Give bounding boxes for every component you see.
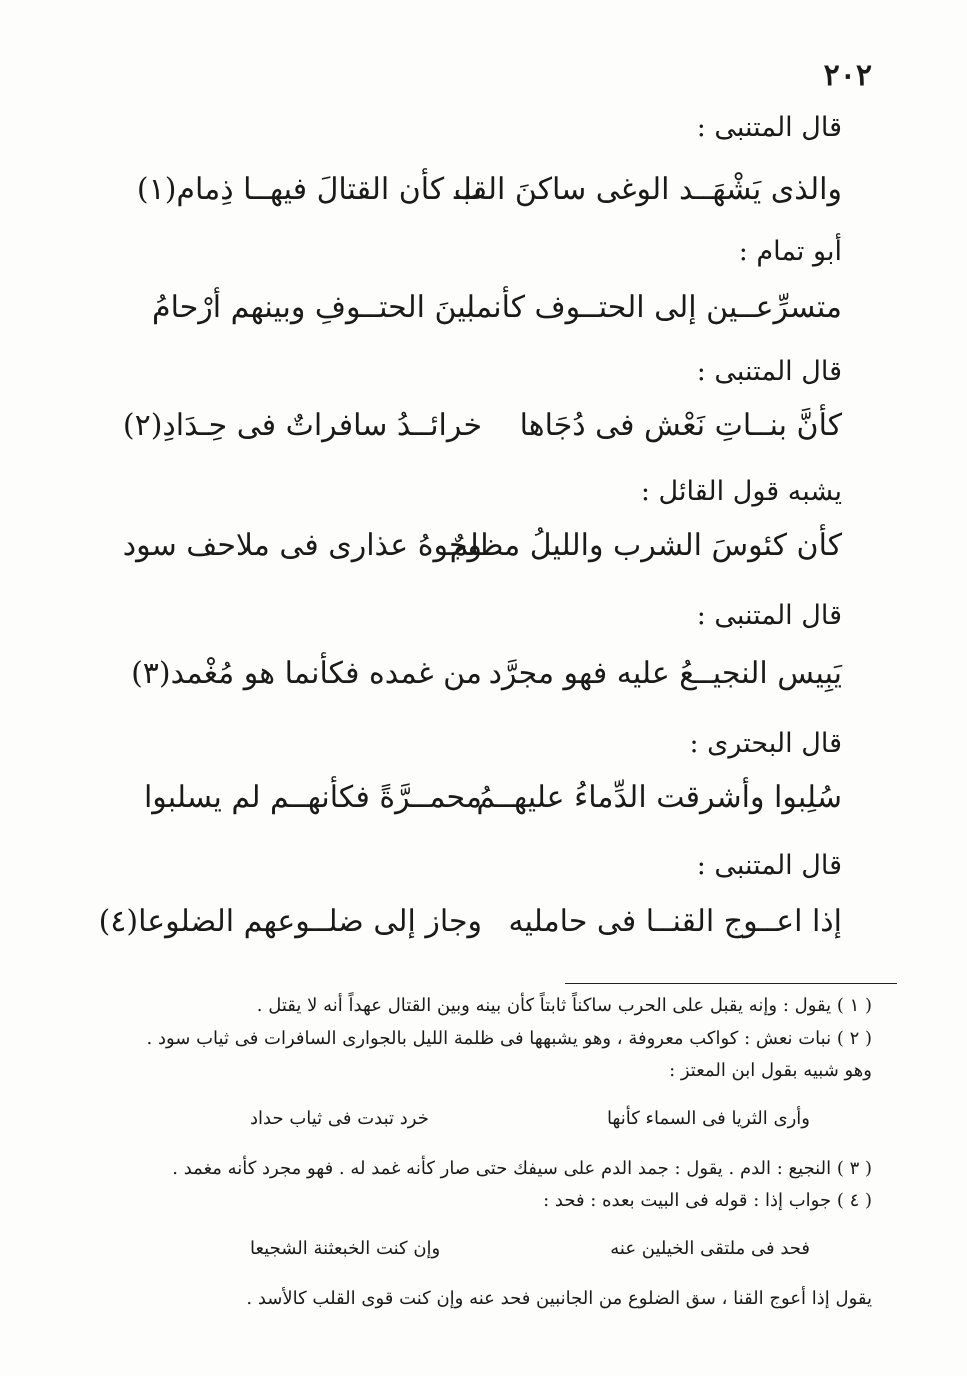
speaker-label: قال المتنبى : xyxy=(696,600,842,631)
footnote-4-continuation: يقول إذا أعوج القنا ، سق الضلوع من الجانبين فحد عنه وإن كنت قوى القلب كالأسد . xyxy=(246,1288,872,1309)
verse-line xyxy=(152,290,842,340)
speaker-label: قال المتنبى : xyxy=(696,356,842,387)
footnote-verse-second: وإن كنت الخبعثنة الشجيعا xyxy=(250,1238,441,1259)
footnote-2: ( ٢ ) نبات نعش : كواكب معروفة ، وهو يشبهها فى ظلمة الليل بالجوارى السافرات فى ثياب سود . xyxy=(146,1028,872,1049)
speaker-label: قال المتنبى : xyxy=(696,112,842,143)
verse-second-hemistich: وجوهُ عذارى فى ملاحف سود xyxy=(122,528,482,563)
verse-second-hemistich: محمــرَّةً فكأنهــم لم يسلبوا xyxy=(143,780,482,815)
footnote-3: ( ٣ ) النجيع : الدم . يقول : جمد الدم على سيفك حتى صار كأنه غمد له . فهو مجرد كأنه مغمد . xyxy=(172,1158,872,1179)
footnote-4: ( ٤ ) جواب إذا : قوله فى البيت بعده : فحد : xyxy=(543,1190,872,1211)
footnote-1: ( ١ ) يقول : وإنه يقبل على الحرب ساكناً ثابتاً كأن بينه وبين القتال عهداً أنه لا يقتل . xyxy=(256,995,872,1016)
footnote-verse xyxy=(250,1108,810,1138)
speaker-label: قال البحترى : xyxy=(689,728,842,759)
footnote-divider xyxy=(565,983,897,984)
verse-line xyxy=(143,780,842,830)
verse-first-hemistich: يَبِيس النجيــعُ عليه فهو مجرَّد xyxy=(488,656,842,691)
verse-second-hemistich: من غمده فكأنما هو مُغْمد(٣) xyxy=(131,656,482,691)
footnote-2-continuation: وهو شبيه بقول ابن المعتز : xyxy=(669,1060,872,1081)
page-number: ٢٠٢ xyxy=(823,58,872,93)
verse-first-hemistich: كأنَّ بنــاتِ نَعْش فى دُجَاها xyxy=(519,408,842,443)
footnote-verse-second: خرد تبدت فى ثياب حداد xyxy=(250,1108,429,1129)
verse-second-hemistich: وجاز إلى ضلــوعهم الضلوعا(٤) xyxy=(98,904,482,939)
speaker-label: قال المتنبى : xyxy=(696,850,842,881)
speaker-label: أبو تمام : xyxy=(738,236,842,267)
verse-first-hemistich: والذى يَشْهَــد الوغى ساكنَ القلـ xyxy=(453,172,842,207)
verse-second-hemistich: ب كأن القتالَ فيهــا ذِمام(١) xyxy=(136,172,482,207)
verse-first-hemistich: كأن كئوسَ الشرب والليلُ مظلمٌ xyxy=(449,528,842,563)
verse-line xyxy=(131,656,842,706)
footnote-verse-first: وأرى الثريا فى السماء كأنها xyxy=(606,1108,810,1129)
verse-first-hemistich: متسرِّعــين إلى الحتــوف كأنما xyxy=(466,290,842,325)
verse-second-hemistich: خرائــدُ سافراتٌ فى حِـدَادِ(٢) xyxy=(122,408,482,443)
verse-line xyxy=(122,528,842,578)
footnote-verse-first: فحد فى ملتقى الخيلين عنه xyxy=(610,1238,810,1259)
verse-line xyxy=(136,172,842,222)
verse-line xyxy=(122,408,842,458)
verse-first-hemistich: إذا اعــوج القنــا فى حامليه xyxy=(508,904,842,939)
footnote-verse xyxy=(250,1238,810,1268)
speaker-label: يشبه قول القائل : xyxy=(640,476,842,507)
verse-line xyxy=(98,904,842,954)
verse-second-hemistich: بينَ الحتــوفِ وبينهم أرْحامُ xyxy=(152,290,475,325)
verse-first-hemistich: سُلِبوا وأشرقت الدِّماءُ عليهــمُ xyxy=(476,780,842,815)
